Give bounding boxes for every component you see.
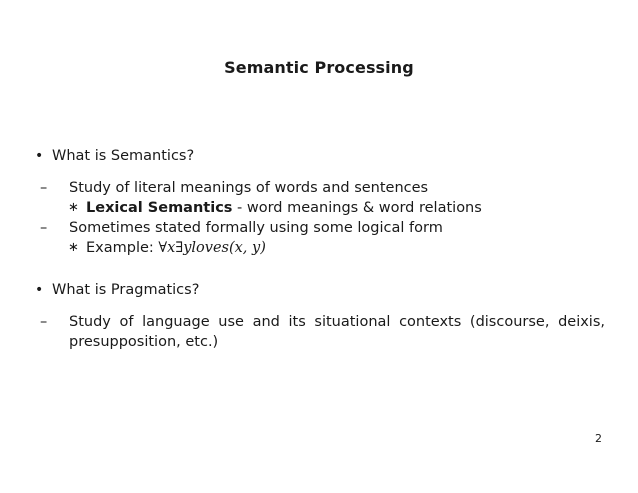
subsubitem-lexical-semantics (0, 198, 638, 218)
bullet-text: What is Pragmatics? (52, 282, 200, 298)
subitem-logical-form (0, 218, 638, 238)
lexical-semantics-term: Lexical Semantics (86, 200, 233, 216)
subitem-text: Study of literal meanings of words and sentences (69, 180, 429, 196)
subsubitem-text (86, 238, 266, 258)
subitem-language-use (0, 312, 638, 352)
logic-formula: ∀x∃yloves(x, y) (158, 240, 266, 256)
subitem-text: Sometimes stated formally using some logical form (69, 220, 443, 236)
subitem-literal-meanings (0, 178, 638, 198)
dash-marker: – (40, 220, 48, 236)
subsubitem-example (0, 238, 638, 258)
subitem-text-line-2: presupposition, etc.) (69, 334, 219, 350)
slide-title: Semantic Processing (224, 58, 414, 77)
bullet-dot: • (35, 282, 44, 298)
bullet-pragmatics (0, 280, 638, 300)
subitem-text-line-1: Study of language use and its situational contexts (discourse, deixis, (69, 314, 605, 330)
lexical-semantics-description: - word meanings & word relations (232, 200, 482, 216)
bullet-text: What is Semantics? (52, 148, 195, 164)
star-marker: ∗ (68, 200, 79, 215)
example-label: Example: (86, 240, 159, 256)
star-marker: ∗ (68, 240, 79, 255)
page-number: 2 (595, 432, 602, 445)
bullet-dot: • (35, 148, 44, 164)
bullet-semantics (0, 146, 638, 166)
dash-marker: – (40, 314, 48, 330)
subsubitem-text (86, 198, 482, 218)
dash-marker: – (40, 180, 48, 196)
